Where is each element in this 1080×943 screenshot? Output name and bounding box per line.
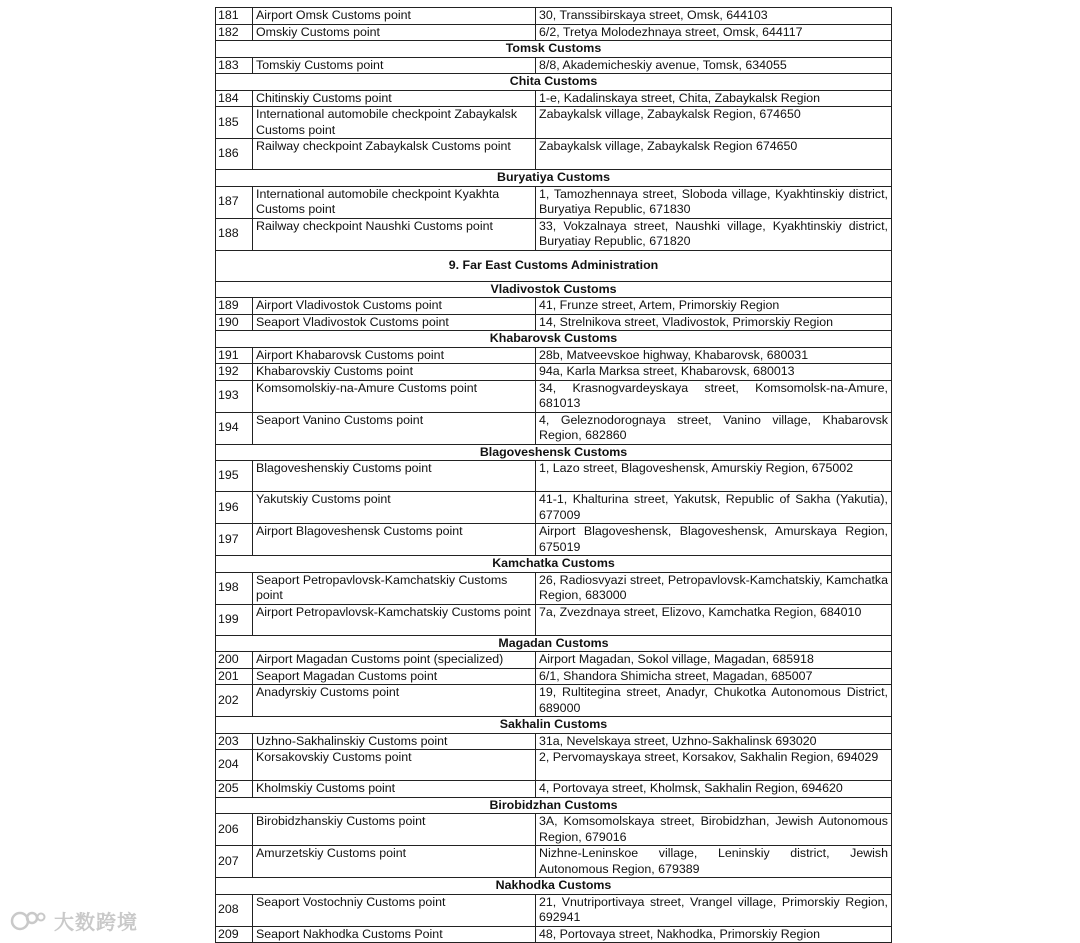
table-row: [216, 139, 892, 170]
customs-point-address: 31a, Nevelskaya street, Uzhno-Sakhalinsk 693020: [536, 733, 892, 750]
customs-point-address: Zabaykalsk village, Zabaykalsk Region 674650: [536, 139, 892, 170]
row-number: 204: [216, 750, 253, 781]
row-number: 203: [216, 733, 253, 750]
customs-point-name: Airport Magadan Customs point (specialized): [253, 652, 536, 669]
row-number: 206: [216, 814, 253, 846]
customs-point-address: Airport Blagoveshensk, Blagoveshensk, Amurskaya Region, 675019: [536, 524, 892, 556]
row-number: 196: [216, 492, 253, 524]
customs-point-address: 41, Frunze street, Artem, Primorskiy Region: [536, 298, 892, 315]
table-row: [216, 685, 892, 717]
row-number: 199: [216, 604, 253, 635]
row-number: 194: [216, 412, 253, 444]
customs-point-name: Airport Omsk Customs point: [253, 8, 536, 25]
row-number: 192: [216, 364, 253, 381]
customs-point-address: 41-1, Khalturina street, Yakutsk, Republic of Sakha (Yakutia), 677009: [536, 492, 892, 524]
section-title: Sakhalin Customs: [216, 717, 892, 734]
customs-point-name: Omskiy Customs point: [253, 24, 536, 41]
row-number: 197: [216, 524, 253, 556]
customs-point-address: 33, Vokzalnaya street, Naushki village, Kyakhtinskiy district, Buryatiay Republic, 671820: [536, 218, 892, 250]
row-number: 189: [216, 298, 253, 315]
customs-point-name: Airport Khabarovsk Customs point: [253, 347, 536, 364]
table-row: [216, 781, 892, 798]
customs-point-address: 3A, Komsomolskaya street, Birobidzhan, Jewish Autonomous Region, 679016: [536, 814, 892, 846]
customs-point-name: Anadyrskiy Customs point: [253, 685, 536, 717]
customs-point-address: 19, Rultitegina street, Anadyr, Chukotka Autonomous District, 689000: [536, 685, 892, 717]
table-row: [216, 57, 892, 74]
section-title: Blagoveshensk Customs: [216, 444, 892, 461]
section-heading-row: [216, 281, 892, 298]
row-number: 183: [216, 57, 253, 74]
administration-title: 9. Far East Customs Administration: [216, 250, 892, 281]
administration-heading-row: [216, 250, 892, 281]
document-page: [215, 7, 891, 943]
customs-point-name: Kholmskiy Customs point: [253, 781, 536, 798]
customs-point-address: 21, Vnutriportivaya street, Vrangel village, Primorskiy Region, 692941: [536, 894, 892, 926]
row-number: 191: [216, 347, 253, 364]
customs-table-body: [216, 8, 892, 943]
customs-point-address: 48, Portovaya street, Nakhodka, Primorskiy Region: [536, 926, 892, 943]
section-heading-row: [216, 170, 892, 187]
row-number: 202: [216, 685, 253, 717]
table-row: [216, 24, 892, 41]
section-title: Buryatiya Customs: [216, 170, 892, 187]
customs-point-address: 4, Geleznodorognaya street, Vanino village, Khabarovsk Region, 682860: [536, 412, 892, 444]
section-heading-row: [216, 444, 892, 461]
row-number: 201: [216, 668, 253, 685]
customs-point-address: 14, Strelnikova street, Vladivostok, Primorskiy Region: [536, 314, 892, 331]
row-number: 198: [216, 572, 253, 604]
customs-point-address: Nizhne-Leninskoe village, Leninskiy district, Jewish Autonomous Region, 679389: [536, 846, 892, 878]
table-row: [216, 814, 892, 846]
table-row: [216, 412, 892, 444]
table-row: [216, 750, 892, 781]
customs-point-address: 26, Radiosvyazi street, Petropavlovsk-Kamchatskiy, Kamchatka Region, 683000: [536, 572, 892, 604]
table-row: [216, 298, 892, 315]
customs-point-name: Blagoveshenskiy Customs point: [253, 461, 536, 492]
customs-point-name: Seaport Nakhodka Customs Point: [253, 926, 536, 943]
table-row: [216, 572, 892, 604]
table-row: [216, 461, 892, 492]
row-number: 188: [216, 218, 253, 250]
customs-point-name: Seaport Vostochniy Customs point: [253, 894, 536, 926]
row-number: 195: [216, 461, 253, 492]
section-title: Chita Customs: [216, 74, 892, 91]
section-title: Nakhodka Customs: [216, 878, 892, 895]
section-heading-row: [216, 797, 892, 814]
customs-point-address: 4, Portovaya street, Kholmsk, Sakhalin Region, 694620: [536, 781, 892, 798]
watermark: [10, 906, 138, 935]
table-row: [216, 652, 892, 669]
row-number: 200: [216, 652, 253, 669]
row-number: 190: [216, 314, 253, 331]
customs-point-address: 30, Transsibirskaya street, Omsk, 644103: [536, 8, 892, 25]
row-number: 207: [216, 846, 253, 878]
customs-point-address: 6/2, Tretya Molodezhnaya street, Omsk, 644117: [536, 24, 892, 41]
table-row: [216, 186, 892, 218]
row-number: 182: [216, 24, 253, 41]
section-title: Khabarovsk Customs: [216, 331, 892, 348]
customs-point-name: International automobile checkpoint Zabaykalsk Customs point: [253, 107, 536, 139]
table-row: [216, 90, 892, 107]
row-number: 181: [216, 8, 253, 25]
row-number: 208: [216, 894, 253, 926]
customs-point-address: Zabaykalsk village, Zabaykalsk Region, 674650: [536, 107, 892, 139]
table-row: [216, 604, 892, 635]
customs-point-address: 1, Tamozhennaya street, Sloboda village, Kyakhtinskiy district, Buryatiya Republic, 671830: [536, 186, 892, 218]
customs-point-name: Komsomolskiy-na-Amure Customs point: [253, 380, 536, 412]
section-heading-row: [216, 331, 892, 348]
customs-point-name: Airport Blagoveshensk Customs point: [253, 524, 536, 556]
section-heading-row: [216, 635, 892, 652]
table-row: [216, 8, 892, 25]
section-title: Kamchatka Customs: [216, 556, 892, 573]
customs-point-name: Seaport Vanino Customs point: [253, 412, 536, 444]
row-number: 185: [216, 107, 253, 139]
customs-point-name: Amurzetskiy Customs point: [253, 846, 536, 878]
table-row: [216, 347, 892, 364]
table-row: [216, 668, 892, 685]
watermark-logo-icon: [10, 909, 50, 933]
customs-point-address: 1-e, Kadalinskaya street, Chita, Zabaykalsk Region: [536, 90, 892, 107]
table-row: [216, 926, 892, 943]
customs-point-name: Railway checkpoint Zabaykalsk Customs point: [253, 139, 536, 170]
customs-point-name: Airport Petropavlovsk-Kamchatskiy Customs point: [253, 604, 536, 635]
table-row: [216, 380, 892, 412]
section-heading-row: [216, 717, 892, 734]
row-number: 186: [216, 139, 253, 170]
table-row: [216, 218, 892, 250]
customs-point-address: 6/1, Shandora Shimicha street, Magadan, 685007: [536, 668, 892, 685]
table-row: [216, 733, 892, 750]
section-title: Vladivostok Customs: [216, 281, 892, 298]
section-title: Magadan Customs: [216, 635, 892, 652]
customs-point-name: Seaport Magadan Customs point: [253, 668, 536, 685]
row-number: 187: [216, 186, 253, 218]
customs-point-name: Yakutskiy Customs point: [253, 492, 536, 524]
section-heading-row: [216, 556, 892, 573]
customs-point-name: Korsakovskiy Customs point: [253, 750, 536, 781]
watermark-text: 大数跨境: [54, 912, 138, 934]
row-number: 184: [216, 90, 253, 107]
customs-point-address: 1, Lazo street, Blagoveshensk, Amurskiy Region, 675002: [536, 461, 892, 492]
section-heading-row: [216, 41, 892, 58]
section-heading-row: [216, 878, 892, 895]
table-row: [216, 524, 892, 556]
customs-point-address: 2, Pervomayskaya street, Korsakov, Sakhalin Region, 694029: [536, 750, 892, 781]
customs-point-address: 94a, Karla Marksa street, Khabarovsk, 680013: [536, 364, 892, 381]
customs-point-name: Uzhno-Sakhalinskiy Customs point: [253, 733, 536, 750]
table-row: [216, 894, 892, 926]
row-number: 209: [216, 926, 253, 943]
customs-point-name: International automobile checkpoint Kyakhta Customs point: [253, 186, 536, 218]
customs-point-name: Airport Vladivostok Customs point: [253, 298, 536, 315]
customs-point-address: 7a, Zvezdnaya street, Elizovo, Kamchatka Region, 684010: [536, 604, 892, 635]
row-number: 193: [216, 380, 253, 412]
customs-point-name: Seaport Vladivostok Customs point: [253, 314, 536, 331]
section-heading-row: [216, 74, 892, 91]
section-title: Birobidzhan Customs: [216, 797, 892, 814]
row-number: 205: [216, 781, 253, 798]
customs-point-name: Khabarovskiy Customs point: [253, 364, 536, 381]
section-title: Tomsk Customs: [216, 41, 892, 58]
customs-point-name: Railway checkpoint Naushki Customs point: [253, 218, 536, 250]
customs-point-name: Tomskiy Customs point: [253, 57, 536, 74]
table-row: [216, 314, 892, 331]
customs-point-name: Seaport Petropavlovsk-Kamchatskiy Customs point: [253, 572, 536, 604]
customs-point-name: Chitinskiy Customs point: [253, 90, 536, 107]
customs-point-address: 34, Krasnogvardeyskaya street, Komsomolsk-na-Amure, 681013: [536, 380, 892, 412]
table-row: [216, 364, 892, 381]
table-row: [216, 846, 892, 878]
customs-points-table: [215, 7, 892, 943]
customs-point-address: Airport Magadan, Sokol village, Magadan, 685918: [536, 652, 892, 669]
customs-point-address: 28b, Matveevskoe highway, Khabarovsk, 680031: [536, 347, 892, 364]
customs-point-name: Birobidzhanskiy Customs point: [253, 814, 536, 846]
customs-point-address: 8/8, Akademicheskiy avenue, Tomsk, 634055: [536, 57, 892, 74]
table-row: [216, 492, 892, 524]
table-row: [216, 107, 892, 139]
